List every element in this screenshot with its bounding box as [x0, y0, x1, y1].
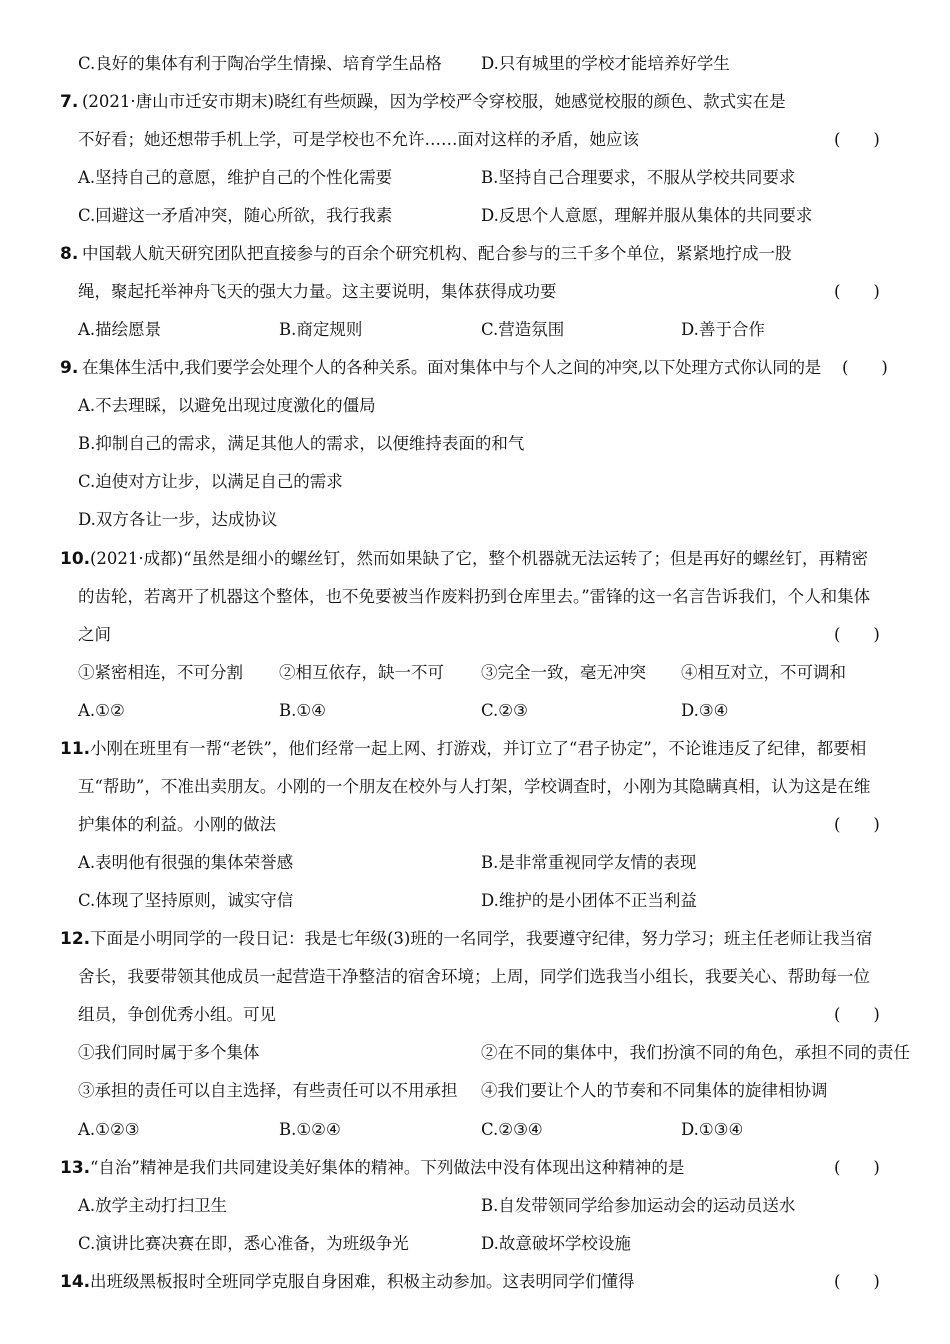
q6-option-c[interactable]: C.良好的集体有利于陶冶学生情操、培育学生品格: [78, 54, 442, 73]
q11-stem-line1: [0, 735, 950, 763]
q8-options: [0, 316, 950, 344]
q12-option-b[interactable]: B.①②④: [279, 1120, 341, 1139]
q9-option-b-row: [0, 430, 950, 458]
q10-option-d[interactable]: D.③④: [681, 701, 729, 720]
q11-stem-text: 小刚在班里有一帮“老铁”，他们经常一起上网、打游戏，并订立了“君子协定”，不论谁违反了纪律，都要相: [90, 739, 867, 758]
q8-stem-line2: [0, 278, 950, 306]
q12-stem-text-end: 组员，争创优秀小组。可见: [78, 1005, 276, 1024]
q11-option-d[interactable]: D.维护的是小团体不正当利益: [481, 891, 697, 910]
q9-stem-line1: [0, 354, 950, 382]
q7-answer-blank[interactable]: ( ): [834, 130, 880, 149]
q11-options-ab: [0, 849, 950, 877]
q12-options: [0, 1116, 950, 1144]
q10-stem-text-cont: 的齿轮，若离开了机器这个整体，也不免要被当作废料扔到仓库里去。”雷锋的这一名言告诉我们，个人和集体: [78, 587, 871, 606]
q7-number: 7.: [60, 92, 79, 112]
q12-answer-blank[interactable]: ( ): [834, 1005, 880, 1024]
q14-stem-line1: [0, 1268, 950, 1296]
q11-options-cd: [0, 887, 950, 915]
q6-option-d[interactable]: D.只有城里的学校才能培养好学生: [481, 54, 730, 73]
q8-stem-line1: [0, 240, 950, 268]
q9-option-a[interactable]: A.不去理睬，以避免出现过度激化的僵局: [78, 396, 376, 415]
q13-option-a[interactable]: A.放学主动打扫卫生: [78, 1196, 228, 1215]
q10-option-b[interactable]: B.①④: [279, 701, 326, 720]
q12-stem-text: 下面是小明同学的一段日记：我是七年级(3)班的一名同学，我要遵守纪律，努力学习；班主任老师让我当宿: [90, 929, 873, 948]
q6-options-cd: [0, 50, 950, 78]
q13-stem-line1: [0, 1154, 950, 1182]
q7-options-cd: [0, 202, 950, 230]
q10-stem-line1: [0, 545, 950, 573]
q7-stem-line1: [0, 88, 950, 116]
q8-number: 8.: [60, 244, 79, 264]
q7-option-b[interactable]: B.坚持自己合理要求，不服从学校共同要求: [481, 168, 796, 187]
q9-stem-text: 在集体生活中,我们要学会处理个人的各种关系。面对集体中与个人之间的冲突,以下处理方式你认同的是: [82, 358, 821, 377]
q9-number: 9.: [60, 358, 79, 378]
q10-answer-blank[interactable]: ( ): [834, 625, 880, 644]
q12-stem-line3: [0, 1001, 950, 1029]
q9-option-d-row: [0, 506, 950, 534]
q10-options: [0, 697, 950, 725]
q10-option-c[interactable]: C.②③: [481, 701, 528, 720]
q12-number: 12.: [60, 929, 91, 949]
q8-option-d[interactable]: D.善于合作: [681, 320, 765, 339]
q8-option-c[interactable]: C.营造氛围: [481, 320, 565, 339]
q11-stem-text-end: 护集体的利益。小刚的做法: [78, 815, 276, 834]
q13-option-d[interactable]: D.故意破坏学校设施: [481, 1234, 631, 1253]
q9-option-a-row: [0, 392, 950, 420]
q13-stem-text: “自治”精神是我们共同建设美好集体的精神。下列做法中没有体现出这种精神的是: [90, 1158, 685, 1177]
q9-answer-blank[interactable]: ( ): [842, 358, 888, 377]
q12-statement-3: ③承担的责任可以自主选择，有些责任可以不用承担: [78, 1081, 458, 1100]
q10-statement-1: ①紧密相连，不可分割: [78, 663, 243, 682]
q10-option-a[interactable]: A.①②: [78, 701, 125, 720]
q13-options-ab: [0, 1192, 950, 1220]
q9-option-c[interactable]: C.迫使对方让步，以满足自己的需求: [78, 472, 343, 491]
q9-option-d[interactable]: D.双方各让一步，达成协议: [78, 510, 278, 529]
q11-answer-blank[interactable]: ( ): [834, 815, 880, 834]
q9-option-b[interactable]: B.抑制自己的需求，满足其他人的需求，以便维持表面的和气: [78, 434, 525, 453]
q8-option-a[interactable]: A.描绘愿景: [78, 320, 162, 339]
q12-option-d[interactable]: D.①③④: [681, 1120, 744, 1139]
q10-statements: [0, 659, 950, 687]
q11-option-c[interactable]: C.体现了坚持原则，诚实守信: [78, 891, 294, 910]
q13-option-c[interactable]: C.演讲比赛决赛在即，悉心准备，为班级争光: [78, 1234, 409, 1253]
q11-option-b[interactable]: B.是非常重视同学友情的表现: [481, 853, 697, 872]
q10-stem-line3: [0, 621, 950, 649]
q12-stem-line2: [0, 963, 950, 991]
q12-option-c[interactable]: C.②③④: [481, 1120, 543, 1139]
q11-number: 11.: [60, 739, 91, 759]
q12-statement-4: ④我们要让个人的节奏和不同集体的旋律相协调: [481, 1081, 828, 1100]
q11-stem-line2: [0, 773, 950, 801]
q10-statement-4: ④相互对立，不可调和: [681, 663, 846, 682]
q12-stem-line1: [0, 925, 950, 953]
q8-answer-blank[interactable]: ( ): [834, 282, 880, 301]
q11-stem-text-cont: 互“帮助”，不准出卖朋友。小刚的一个朋友在校外与人打架，学校调查时，小刚为其隐瞒真相，认为这是在维: [78, 777, 871, 796]
q12-statements-34: [0, 1077, 950, 1105]
q12-stem-text-cont: 舍长，我要带领其他成员一起营造干净整洁的宿舍环境；上周，同学们选我当小组长，我要关心、帮助每一位: [78, 967, 870, 986]
q7-stem-line2: [0, 126, 950, 154]
q12-option-a[interactable]: A.①②③: [78, 1120, 140, 1139]
q12-statement-2: ②在不同的集体中，我们扮演不同的角色，承担不同的责任: [481, 1043, 910, 1062]
q12-statements-12: [0, 1039, 950, 1067]
q10-stem-text-end: 之间: [78, 625, 111, 644]
q13-number: 13.: [60, 1158, 91, 1178]
q10-stem-line2: [0, 583, 950, 611]
q9-option-c-row: [0, 468, 950, 496]
q10-number: 10.: [60, 549, 91, 569]
q12-statement-1: ①我们同时属于多个集体: [78, 1043, 260, 1062]
q13-option-b[interactable]: B.自发带领同学给参加运动会的运动员送水: [481, 1196, 796, 1215]
q13-options-cd: [0, 1230, 950, 1258]
q14-answer-blank[interactable]: ( ): [834, 1272, 880, 1291]
q11-stem-line3: [0, 811, 950, 839]
q8-stem-text: 中国载人航天研究团队把直接参与的百余个研究机构、配合参与的三千多个单位，紧紧地拧成一股: [82, 244, 792, 263]
q10-statement-2: ②相互依存，缺一不可: [279, 663, 444, 682]
q8-stem-text-cont: 绳，聚起托举神舟飞天的强大力量。这主要说明，集体获得成功要: [78, 282, 557, 301]
q7-option-c[interactable]: C.回避这一矛盾冲突，随心所欲，我行我素: [78, 206, 393, 225]
q7-options-ab: [0, 164, 950, 192]
q8-option-b[interactable]: B.商定规则: [279, 320, 363, 339]
q11-option-a[interactable]: A.表明他有很强的集体荣誉感: [78, 853, 294, 872]
q10-statement-3: ③完全一致，毫无冲突: [481, 663, 646, 682]
q14-stem-text: 出班级黑板报时全班同学克服自身困难，积极主动参加。这表明同学们懂得: [90, 1272, 635, 1291]
q7-stem-text: (2021·唐山市迁安市期末)晓红有些烦躁，因为学校严令穿校服，她感觉校服的颜色、款式实在是: [82, 92, 786, 111]
q14-number: 14.: [60, 1272, 91, 1292]
q7-stem-text-cont: 不好看；她还想带手机上学，可是学校也不允许……面对这样的矛盾，她应该: [78, 130, 639, 149]
q7-option-a[interactable]: A.坚持自己的意愿，维护自己的个性化需要: [78, 168, 393, 187]
q13-answer-blank[interactable]: ( ): [834, 1158, 880, 1177]
q10-stem-text: (2021·成都)“虽然是细小的螺丝钉，然而如果缺了它，整个机器就无法运转了；但是再好的螺丝钉，再精密: [90, 549, 869, 568]
q7-option-d[interactable]: D.反思个人意愿，理解并服从集体的共同要求: [481, 206, 813, 225]
